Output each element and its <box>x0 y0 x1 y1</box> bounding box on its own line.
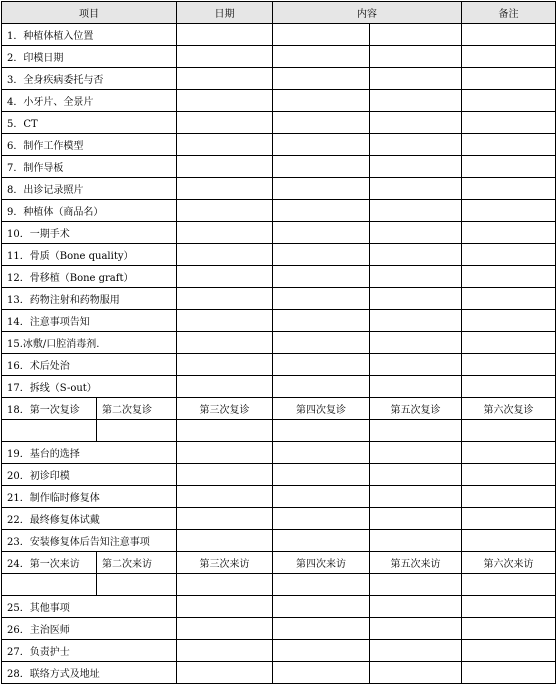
item-label: 6．制作工作模型 <box>2 134 177 156</box>
item-label: 22．最终修复体试戴 <box>2 508 177 530</box>
content-cell[interactable] <box>273 266 370 288</box>
session-entry-cell[interactable] <box>97 420 177 442</box>
table-row <box>2 640 556 662</box>
session-entry-cell[interactable] <box>177 420 273 442</box>
date-cell[interactable] <box>177 310 273 332</box>
item-label: 25．其他事项 <box>2 596 177 618</box>
content-cell[interactable] <box>370 508 462 530</box>
item-label: 13．药物注射和药物服用 <box>2 288 177 310</box>
remark-cell[interactable] <box>462 134 556 156</box>
content-cell[interactable] <box>273 354 370 376</box>
table-row <box>2 156 556 178</box>
content-cell[interactable] <box>370 530 462 552</box>
content-cell[interactable] <box>370 596 462 618</box>
content-cell[interactable] <box>273 442 370 464</box>
content-cell[interactable] <box>273 640 370 662</box>
table-row <box>2 200 556 222</box>
content-cell[interactable] <box>273 46 370 68</box>
date-cell[interactable] <box>177 640 273 662</box>
remark-cell[interactable] <box>462 178 556 200</box>
item-label: 23．安装修复体后告知注意事项 <box>2 530 177 552</box>
session-label: 第三次复诊 <box>177 398 273 420</box>
remark-cell[interactable] <box>462 464 556 486</box>
item-label: 20．初诊印模 <box>2 464 177 486</box>
content-cell[interactable] <box>370 68 462 90</box>
session-entry-row <box>2 574 556 596</box>
date-cell[interactable] <box>177 288 273 310</box>
header-remark: 备注 <box>462 2 556 24</box>
session-entry-cell[interactable] <box>462 420 556 442</box>
remark-cell[interactable] <box>462 508 556 530</box>
content-cell[interactable] <box>370 178 462 200</box>
remark-cell[interactable] <box>462 486 556 508</box>
date-cell[interactable] <box>177 332 273 354</box>
content-cell[interactable] <box>273 68 370 90</box>
table-row <box>2 508 556 530</box>
content-cell[interactable] <box>370 288 462 310</box>
session-label: 24．第一次来访 <box>2 552 97 574</box>
remark-cell[interactable] <box>462 662 556 684</box>
content-cell[interactable] <box>273 156 370 178</box>
date-cell[interactable] <box>177 530 273 552</box>
remark-cell[interactable] <box>462 618 556 640</box>
content-cell[interactable] <box>370 376 462 398</box>
date-cell[interactable] <box>177 376 273 398</box>
item-label: 16．术后处治 <box>2 354 177 376</box>
item-label: 5．CT <box>2 112 177 134</box>
content-cell[interactable] <box>370 244 462 266</box>
date-cell[interactable] <box>177 596 273 618</box>
content-cell[interactable] <box>273 310 370 332</box>
table-row <box>2 112 556 134</box>
item-label: 11．骨质（Bone quality） <box>2 244 177 266</box>
remark-cell[interactable] <box>462 530 556 552</box>
item-label: 27．负责护士 <box>2 640 177 662</box>
remark-cell[interactable] <box>462 288 556 310</box>
date-cell[interactable] <box>177 662 273 684</box>
date-cell[interactable] <box>177 464 273 486</box>
table-row <box>2 46 556 68</box>
remark-cell[interactable] <box>462 46 556 68</box>
content-cell[interactable] <box>273 618 370 640</box>
remark-cell[interactable] <box>462 332 556 354</box>
session-entry-cell[interactable] <box>462 574 556 596</box>
date-cell[interactable] <box>177 222 273 244</box>
session-entry-cell[interactable] <box>370 574 462 596</box>
date-cell[interactable] <box>177 90 273 112</box>
content-cell[interactable] <box>370 332 462 354</box>
content-cell[interactable] <box>273 288 370 310</box>
session-entry-cell[interactable] <box>2 574 97 596</box>
content-cell[interactable] <box>273 332 370 354</box>
remark-cell[interactable] <box>462 90 556 112</box>
content-cell[interactable] <box>273 90 370 112</box>
content-cell[interactable] <box>370 222 462 244</box>
content-cell[interactable] <box>273 222 370 244</box>
remark-cell[interactable] <box>462 596 556 618</box>
session-entry-cell[interactable] <box>2 420 97 442</box>
table-row <box>2 530 556 552</box>
content-cell[interactable] <box>273 376 370 398</box>
content-cell[interactable] <box>273 24 370 46</box>
content-cell[interactable] <box>273 662 370 684</box>
table-row <box>2 486 556 508</box>
header-content: 内容 <box>273 2 462 24</box>
content-cell[interactable] <box>370 266 462 288</box>
item-label: 4．小牙片、全景片 <box>2 90 177 112</box>
remark-cell[interactable] <box>462 156 556 178</box>
date-cell[interactable] <box>177 486 273 508</box>
content-cell[interactable] <box>273 596 370 618</box>
date-cell[interactable] <box>177 24 273 46</box>
content-cell[interactable] <box>370 640 462 662</box>
item-label: 8．出诊记录照片 <box>2 178 177 200</box>
content-cell[interactable] <box>370 662 462 684</box>
session-entry-row <box>2 420 556 442</box>
session-entry-cell[interactable] <box>370 420 462 442</box>
content-cell[interactable] <box>370 464 462 486</box>
table-row <box>2 24 556 46</box>
table-row <box>2 90 556 112</box>
remark-cell[interactable] <box>462 222 556 244</box>
content-cell[interactable] <box>370 618 462 640</box>
session-label: 第二次来访 <box>97 552 177 574</box>
content-cell[interactable] <box>273 134 370 156</box>
table-row <box>2 618 556 640</box>
item-label: 3．全身疾病委托与否 <box>2 68 177 90</box>
session-label-row <box>2 398 556 420</box>
content-cell[interactable] <box>273 486 370 508</box>
table-row <box>2 68 556 90</box>
remark-cell[interactable] <box>462 376 556 398</box>
remark-cell[interactable] <box>462 266 556 288</box>
date-cell[interactable] <box>177 112 273 134</box>
table-row <box>2 288 556 310</box>
table-row <box>2 376 556 398</box>
content-cell[interactable] <box>273 508 370 530</box>
remark-cell[interactable] <box>462 640 556 662</box>
item-label: 28．联络方式及地址 <box>2 662 177 684</box>
header-item: 项目 <box>2 2 177 24</box>
implant-record-table <box>1 1 556 684</box>
header-date: 日期 <box>177 2 273 24</box>
item-label: 17．拆线（S-out） <box>2 376 177 398</box>
table-row <box>2 266 556 288</box>
content-cell[interactable] <box>273 112 370 134</box>
date-cell[interactable] <box>177 68 273 90</box>
content-cell[interactable] <box>370 486 462 508</box>
table-row <box>2 310 556 332</box>
item-label: 7．制作导板 <box>2 156 177 178</box>
item-label: 26．主治医师 <box>2 618 177 640</box>
item-label: 9．种植体（商品名） <box>2 200 177 222</box>
table-row <box>2 332 556 354</box>
remark-cell[interactable] <box>462 24 556 46</box>
remark-cell[interactable] <box>462 310 556 332</box>
content-cell[interactable] <box>370 46 462 68</box>
content-cell[interactable] <box>273 244 370 266</box>
content-cell[interactable] <box>370 354 462 376</box>
table-row <box>2 244 556 266</box>
table-row <box>2 134 556 156</box>
session-entry-cell[interactable] <box>177 574 273 596</box>
item-label: 14．注意事项告知 <box>2 310 177 332</box>
content-cell[interactable] <box>273 178 370 200</box>
content-cell[interactable] <box>273 530 370 552</box>
content-cell[interactable] <box>370 112 462 134</box>
content-cell[interactable] <box>370 90 462 112</box>
table-row <box>2 442 556 464</box>
content-cell[interactable] <box>370 156 462 178</box>
content-cell[interactable] <box>273 200 370 222</box>
session-label: 第五次来访 <box>370 552 462 574</box>
session-label-row <box>2 552 556 574</box>
session-entry-cell[interactable] <box>97 574 177 596</box>
date-cell[interactable] <box>177 156 273 178</box>
content-cell[interactable] <box>273 464 370 486</box>
table-row <box>2 354 556 376</box>
content-cell[interactable] <box>370 200 462 222</box>
date-cell[interactable] <box>177 244 273 266</box>
date-cell[interactable] <box>177 200 273 222</box>
session-label: 第六次来访 <box>462 552 556 574</box>
table-row <box>2 464 556 486</box>
session-entry-cell[interactable] <box>273 420 370 442</box>
session-entry-cell[interactable] <box>273 574 370 596</box>
item-label: 21．制作临时修复体 <box>2 486 177 508</box>
date-cell[interactable] <box>177 618 273 640</box>
session-label: 18．第一次复诊 <box>2 398 97 420</box>
date-cell[interactable] <box>177 266 273 288</box>
content-cell[interactable] <box>370 310 462 332</box>
session-label: 第二次复诊 <box>97 398 177 420</box>
remark-cell[interactable] <box>462 442 556 464</box>
content-cell[interactable] <box>370 134 462 156</box>
item-label: 15.冰敷/口腔消毒剂. <box>2 332 177 354</box>
item-label: 19．基台的选择 <box>2 442 177 464</box>
date-cell[interactable] <box>177 354 273 376</box>
table-row <box>2 178 556 200</box>
item-label: 2．印模日期 <box>2 46 177 68</box>
table-row <box>2 662 556 684</box>
date-cell[interactable] <box>177 134 273 156</box>
content-cell[interactable] <box>370 24 462 46</box>
header-row <box>2 2 556 24</box>
date-cell[interactable] <box>177 46 273 68</box>
remark-cell[interactable] <box>462 200 556 222</box>
session-label: 第四次复诊 <box>273 398 370 420</box>
session-label: 第三次来访 <box>177 552 273 574</box>
date-cell[interactable] <box>177 508 273 530</box>
date-cell[interactable] <box>177 178 273 200</box>
item-label: 10．一期手术 <box>2 222 177 244</box>
date-cell[interactable] <box>177 442 273 464</box>
content-cell[interactable] <box>370 442 462 464</box>
remark-cell[interactable] <box>462 244 556 266</box>
remark-cell[interactable] <box>462 68 556 90</box>
session-label: 第四次来访 <box>273 552 370 574</box>
remark-cell[interactable] <box>462 112 556 134</box>
session-label: 第五次复诊 <box>370 398 462 420</box>
item-label: 1．种植体植入位置 <box>2 24 177 46</box>
session-label: 第六次复诊 <box>462 398 556 420</box>
item-label: 12．骨移植（Bone graft） <box>2 266 177 288</box>
table-row <box>2 222 556 244</box>
remark-cell[interactable] <box>462 354 556 376</box>
table-row <box>2 596 556 618</box>
